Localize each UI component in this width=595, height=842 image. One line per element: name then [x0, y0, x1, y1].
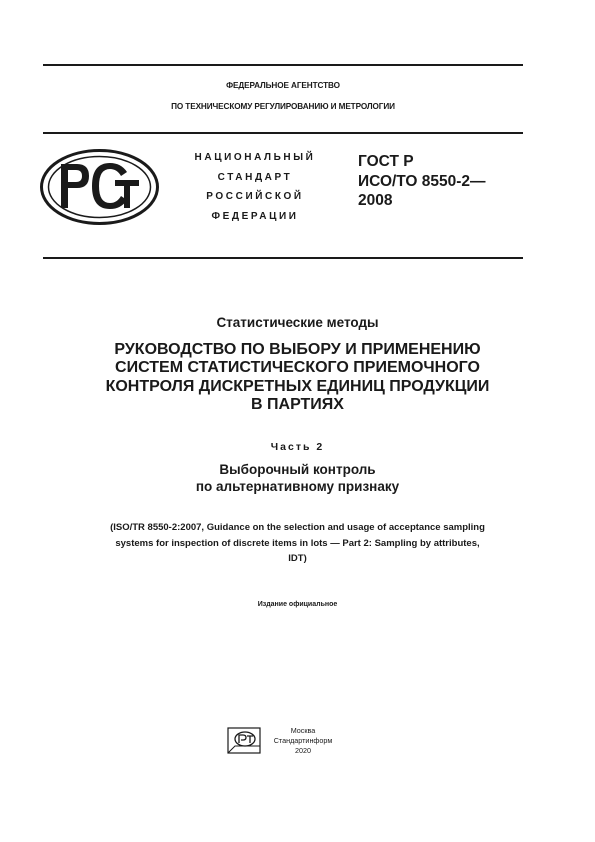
iso-reference [20, 520, 575, 567]
standard-code [358, 152, 533, 211]
title-line: В ПАРТИЯХ [251, 395, 344, 413]
publisher-info [263, 726, 343, 756]
standard-rule [43, 257, 523, 259]
standard-code-line: 2008 [358, 192, 393, 209]
iso-reference-line: IDT) [288, 553, 307, 564]
national-line: НАЦИОНАЛЬНЫЙ [194, 152, 316, 163]
agency-line-1: ФЕДЕРАЛЬНОЕ АГЕНТСТВО [226, 81, 340, 90]
national-line: ФЕДЕРАЦИИ [211, 210, 299, 222]
header-rule [43, 132, 523, 134]
document-subtitle [20, 461, 575, 495]
standard-code-line: ИСО/ТО 8550-2— [358, 172, 486, 190]
publication-year: 2020 [295, 746, 311, 755]
publisher-city: Москва [290, 726, 316, 735]
publisher-name: Стандартинформ [273, 736, 333, 745]
series-title: Статистические методы [216, 315, 379, 330]
publisher-logo-icon [227, 727, 261, 754]
standard-code-line: ГОСТ Р [358, 153, 414, 170]
title-line: КОНТРОЛЯ ДИСКРЕТНЫХ ЕДИНИЦ ПРОДУКЦИИ [105, 377, 490, 395]
iso-reference-line: systems for inspection of discrete items in lots — Part 2: Sampling by attributes, [115, 537, 480, 549]
official-edition-label: Издание официальное [257, 601, 338, 608]
title-line: СИСТЕМ СТАТИСТИЧЕСКОГО ПРИЕМОЧНОГО [115, 359, 480, 377]
top-rule [43, 64, 523, 66]
part-label: Часть 2 [270, 441, 325, 453]
national-standard-label [172, 148, 338, 226]
title-line: РУКОВОДСТВО ПО ВЫБОРУ И ПРИМЕНЕНИЮ [114, 341, 481, 358]
rst-logo-icon [39, 148, 160, 226]
subtitle-line: по альтернативному признаку [195, 479, 400, 494]
agency-line-2: ПО ТЕХНИЧЕСКОМУ РЕГУЛИРОВАНИЮ И МЕТРОЛОГИИ [171, 102, 395, 111]
national-line: РОССИЙСКОЙ [206, 191, 304, 202]
iso-reference-line: (ISO/TR 8550-2:2007, Guidance on the selection and usage of acceptance sampling [110, 522, 485, 533]
document-title [20, 341, 575, 414]
subtitle-line: Выборочный контроль [219, 462, 376, 477]
national-line: СТАНДАРТ [217, 171, 293, 183]
